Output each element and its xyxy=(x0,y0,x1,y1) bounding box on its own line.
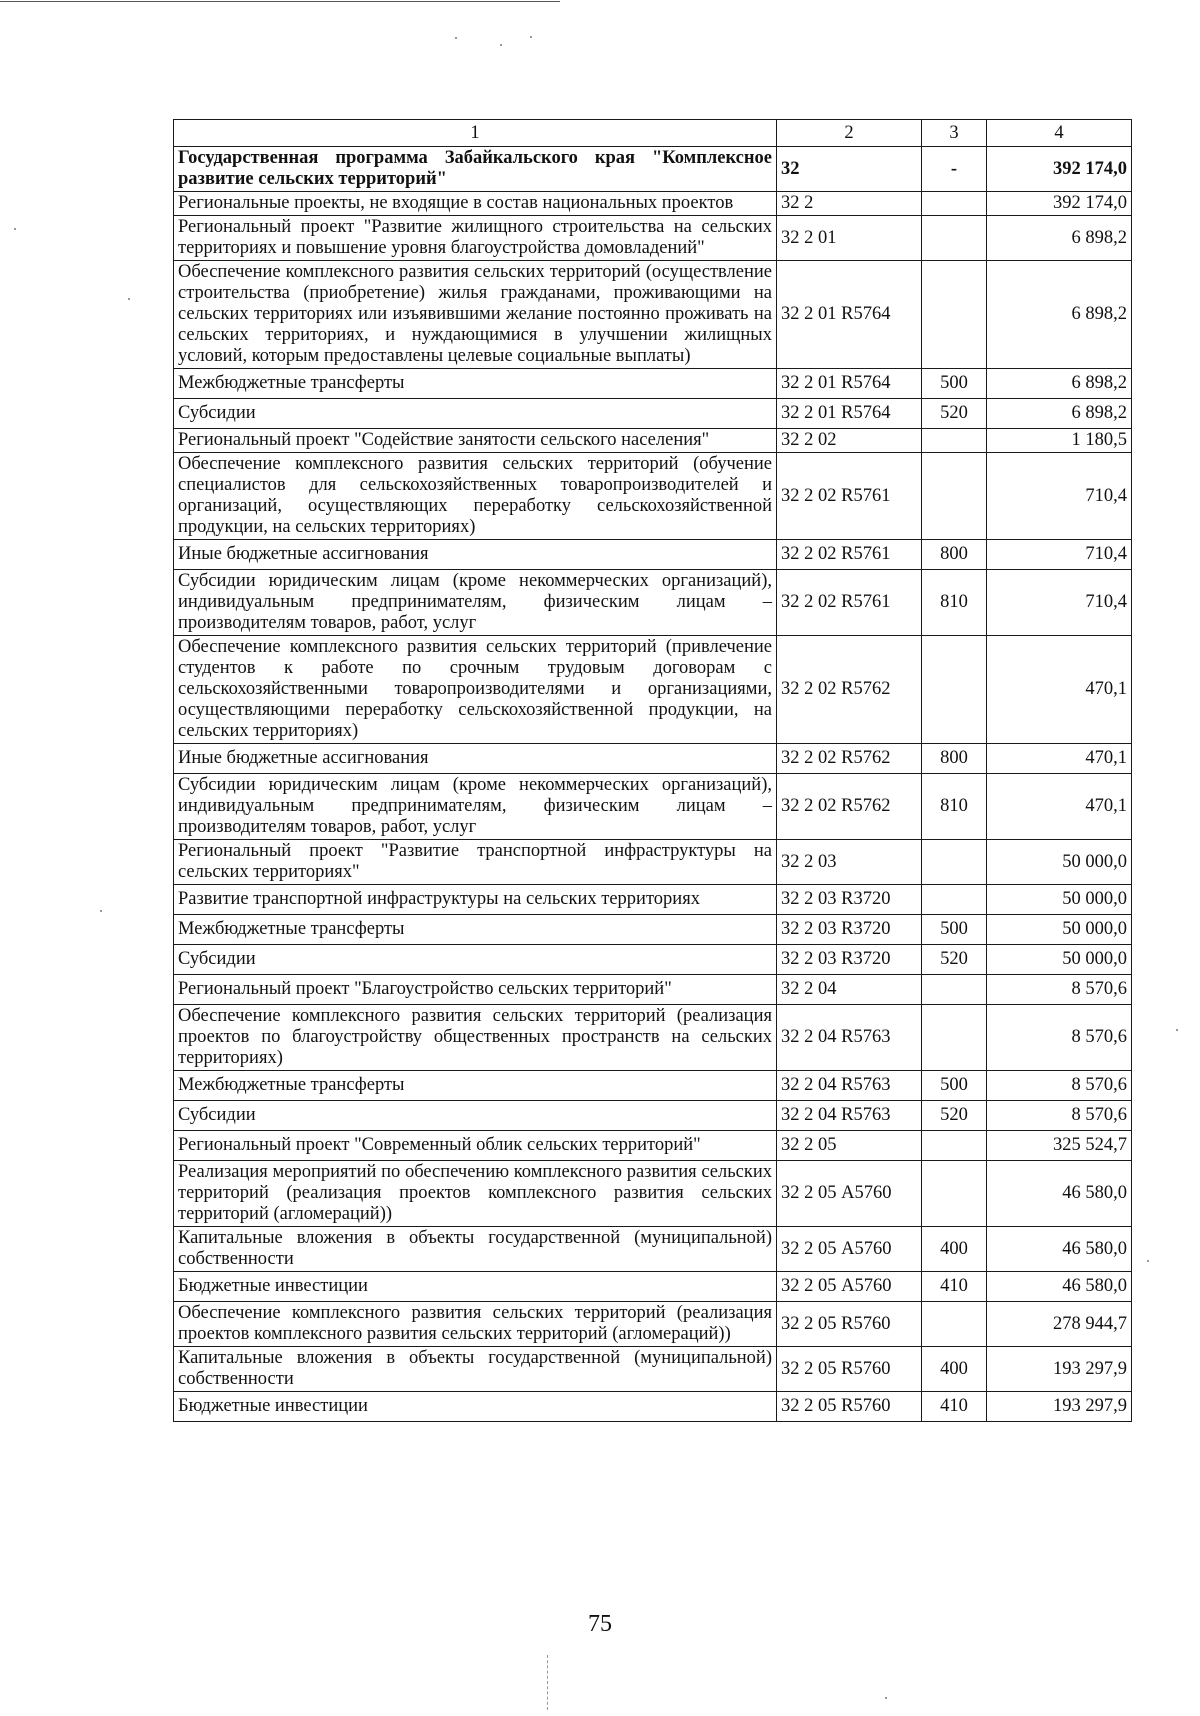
row-amount-cell: 193 297,9 xyxy=(987,1347,1132,1392)
row-name-cell: Межбюджетные трансферты xyxy=(174,915,777,945)
header-col-4: 4 xyxy=(987,120,1132,147)
table-row xyxy=(174,1005,1132,1071)
page-number: 75 xyxy=(588,1611,612,1637)
scan-speck xyxy=(885,1697,887,1699)
row-code-cell: 32 2 02 R5761 xyxy=(777,540,922,570)
row-name-cell: Бюджетные инвестиции xyxy=(174,1272,777,1302)
header-col-1: 1 xyxy=(174,120,777,147)
row-amount-cell: 8 570,6 xyxy=(987,975,1132,1005)
row-code-cell: 32 2 04 R5763 xyxy=(777,1005,922,1071)
row-amount-cell: 8 570,6 xyxy=(987,1005,1132,1071)
row-expense-type-cell: 400 xyxy=(922,1347,987,1392)
row-expense-type-cell xyxy=(922,1005,987,1071)
table-row xyxy=(174,975,1132,1005)
row-amount-cell: 50 000,0 xyxy=(987,915,1132,945)
scan-speck xyxy=(1176,1029,1178,1031)
table-row xyxy=(174,744,1132,774)
row-amount-cell: 50 000,0 xyxy=(987,840,1132,885)
row-code-cell: 32 2 03 R3720 xyxy=(777,945,922,975)
row-name-cell: Обеспечение комплексного развития сельских территорий (осуществление строительства (приобретение) жилья гражданами, проживающими на сельских территориях или изъявившими желание постоянно проживать на сельских территориях, и нуждающимися в улучшении жилищных условий, которым предоставлены целевые социальные выплаты) xyxy=(174,261,777,369)
row-amount-cell: 710,4 xyxy=(987,453,1132,540)
table-row xyxy=(174,1131,1132,1161)
table-body xyxy=(174,147,1132,1422)
row-amount-cell: 6 898,2 xyxy=(987,261,1132,369)
row-name-cell: Субсидии юридическим лицам (кроме некоммерческих организаций), индивидуальным предпринимателям, физическим лицам – производителям товаров, работ, услуг xyxy=(174,570,777,636)
row-code-cell: 32 2 05 R5760 xyxy=(777,1347,922,1392)
table-row xyxy=(174,840,1132,885)
table-row xyxy=(174,192,1132,216)
row-name-cell: Развитие транспортной инфраструктуры на сельских территориях xyxy=(174,885,777,915)
row-expense-type-cell xyxy=(922,216,987,261)
row-expense-type-cell xyxy=(922,429,987,453)
row-name-cell: Региональные проекты, не входящие в состав национальных проектов xyxy=(174,192,777,216)
row-code-cell: 32 2 03 R3720 xyxy=(777,915,922,945)
row-expense-type-cell: 500 xyxy=(922,1071,987,1101)
row-code-cell: 32 2 02 R5761 xyxy=(777,570,922,636)
row-amount-cell: 46 580,0 xyxy=(987,1272,1132,1302)
table-row xyxy=(174,1302,1132,1347)
row-expense-type-cell: 410 xyxy=(922,1392,987,1422)
scan-speck xyxy=(128,298,130,300)
row-name-cell: Обеспечение комплексного развития сельских территорий (реализация проектов по благоустройству общественных пространств на сельских территориях) xyxy=(174,1005,777,1071)
table-row xyxy=(174,540,1132,570)
row-expense-type-cell: 800 xyxy=(922,744,987,774)
row-name-cell: Субсидии xyxy=(174,399,777,429)
row-code-cell: 32 2 04 R5763 xyxy=(777,1101,922,1131)
row-name-cell: Региональный проект "Развитие транспортной инфраструктуры на сельских территориях" xyxy=(174,840,777,885)
row-expense-type-cell: 410 xyxy=(922,1272,987,1302)
row-expense-type-cell: 520 xyxy=(922,399,987,429)
table-header-row xyxy=(174,120,1132,147)
row-code-cell: 32 2 05 R5760 xyxy=(777,1302,922,1347)
row-name-cell: Иные бюджетные ассигнования xyxy=(174,744,777,774)
table-row xyxy=(174,1227,1132,1272)
row-expense-type-cell xyxy=(922,1161,987,1227)
table-row xyxy=(174,774,1132,840)
row-code-cell: 32 2 05 R5760 xyxy=(777,1392,922,1422)
row-name-cell: Иные бюджетные ассигнования xyxy=(174,540,777,570)
row-amount-cell: 6 898,2 xyxy=(987,216,1132,261)
row-code-cell: 32 2 01 R5764 xyxy=(777,261,922,369)
table-row xyxy=(174,1101,1132,1131)
table-row xyxy=(174,399,1132,429)
table-row xyxy=(174,429,1132,453)
scan-fold-mark xyxy=(547,1655,548,1710)
table-row xyxy=(174,1392,1132,1422)
row-expense-type-cell: - xyxy=(922,147,987,192)
row-expense-type-cell xyxy=(922,885,987,915)
row-code-cell: 32 2 05 xyxy=(777,1131,922,1161)
row-expense-type-cell xyxy=(922,1302,987,1347)
row-name-cell: Региональный проект "Развитие жилищного строительства на сельских территориях и повышение уровня благоустройства домовладений" xyxy=(174,216,777,261)
row-amount-cell: 470,1 xyxy=(987,636,1132,744)
row-amount-cell: 710,4 xyxy=(987,570,1132,636)
row-code-cell: 32 2 05 А5760 xyxy=(777,1272,922,1302)
row-name-cell: Обеспечение комплексного развития сельских территорий (обучение специалистов для сельскохозяйственных товаропроизводителей и организаций, осуществляющих переработку сельскохозяйственной продукции, на сельских территориях) xyxy=(174,453,777,540)
table-row xyxy=(174,915,1132,945)
row-expense-type-cell xyxy=(922,261,987,369)
row-code-cell: 32 2 04 xyxy=(777,975,922,1005)
row-code-cell: 32 2 01 R5764 xyxy=(777,369,922,399)
row-expense-type-cell: 520 xyxy=(922,945,987,975)
row-code-cell: 32 2 02 R5762 xyxy=(777,636,922,744)
row-name-cell: Субсидии xyxy=(174,1101,777,1131)
table-row xyxy=(174,945,1132,975)
table-row xyxy=(174,453,1132,540)
table-row xyxy=(174,636,1132,744)
row-code-cell: 32 2 02 xyxy=(777,429,922,453)
table-row xyxy=(174,570,1132,636)
table-row xyxy=(174,147,1132,192)
row-amount-cell: 392 174,0 xyxy=(987,147,1132,192)
row-name-cell: Региональный проект "Благоустройство сельских территорий" xyxy=(174,975,777,1005)
scan-speck xyxy=(455,37,457,39)
row-name-cell: Межбюджетные трансферты xyxy=(174,369,777,399)
row-name-cell: Государственная программа Забайкальского края "Комплексное развитие сельских территорий" xyxy=(174,147,777,192)
row-name-cell: Реализация мероприятий по обеспечению комплексного развития сельских территорий (реализация проектов комплексного развития сельских территорий (агломераций)) xyxy=(174,1161,777,1227)
header-col-3: 3 xyxy=(922,120,987,147)
row-amount-cell: 6 898,2 xyxy=(987,399,1132,429)
table-row xyxy=(174,216,1132,261)
row-amount-cell: 50 000,0 xyxy=(987,885,1132,915)
row-name-cell: Обеспечение комплексного развития сельских территорий (привлечение студентов к работе по срочным трудовым договорам с сельскохозяйственными товаропроизводителями и организациями, осуществляющими переработку сельскохозяйственной продукции, на сельских территориях) xyxy=(174,636,777,744)
row-expense-type-cell xyxy=(922,192,987,216)
row-expense-type-cell: 810 xyxy=(922,570,987,636)
row-name-cell: Региональный проект "Современный облик сельских территорий" xyxy=(174,1131,777,1161)
row-name-cell: Капитальные вложения в объекты государственной (муниципальной) собственности xyxy=(174,1347,777,1392)
row-amount-cell: 392 174,0 xyxy=(987,192,1132,216)
table-row xyxy=(174,1071,1132,1101)
scan-speck xyxy=(530,36,532,38)
row-expense-type-cell xyxy=(922,636,987,744)
row-amount-cell: 8 570,6 xyxy=(987,1071,1132,1101)
table-row xyxy=(174,1272,1132,1302)
row-name-cell: Региональный проект "Содействие занятости сельского населения" xyxy=(174,429,777,453)
row-expense-type-cell xyxy=(922,453,987,540)
row-amount-cell: 1 180,5 xyxy=(987,429,1132,453)
row-name-cell: Межбюджетные трансферты xyxy=(174,1071,777,1101)
row-code-cell: 32 2 05 А5760 xyxy=(777,1227,922,1272)
row-code-cell: 32 2 04 R5763 xyxy=(777,1071,922,1101)
row-expense-type-cell xyxy=(922,975,987,1005)
row-code-cell: 32 2 01 xyxy=(777,216,922,261)
row-code-cell: 32 2 01 R5764 xyxy=(777,399,922,429)
row-amount-cell: 46 580,0 xyxy=(987,1161,1132,1227)
scan-edge-line xyxy=(0,1,560,2)
row-code-cell: 32 xyxy=(777,147,922,192)
scan-speck xyxy=(1147,1260,1149,1262)
row-amount-cell: 46 580,0 xyxy=(987,1227,1132,1272)
row-amount-cell: 325 524,7 xyxy=(987,1131,1132,1161)
table-row xyxy=(174,261,1132,369)
row-expense-type-cell: 520 xyxy=(922,1101,987,1131)
row-code-cell: 32 2 02 R5762 xyxy=(777,774,922,840)
row-name-cell: Субсидии юридическим лицам (кроме некоммерческих организаций), индивидуальным предпринимателям, физическим лицам – производителям товаров, работ, услуг xyxy=(174,774,777,840)
table-row xyxy=(174,885,1132,915)
row-code-cell: 32 2 03 xyxy=(777,840,922,885)
scan-speck xyxy=(500,44,502,46)
budget-table xyxy=(173,119,1132,1422)
row-expense-type-cell xyxy=(922,1131,987,1161)
row-expense-type-cell xyxy=(922,840,987,885)
table-row xyxy=(174,369,1132,399)
row-expense-type-cell: 500 xyxy=(922,915,987,945)
row-name-cell: Капитальные вложения в объекты государственной (муниципальной) собственности xyxy=(174,1227,777,1272)
row-expense-type-cell: 800 xyxy=(922,540,987,570)
row-name-cell: Обеспечение комплексного развития сельских территорий (реализация проектов комплексного развития сельских территорий (агломераций)) xyxy=(174,1302,777,1347)
row-expense-type-cell: 500 xyxy=(922,369,987,399)
header-col-2: 2 xyxy=(777,120,922,147)
row-expense-type-cell: 810 xyxy=(922,774,987,840)
row-amount-cell: 50 000,0 xyxy=(987,945,1132,975)
scan-speck xyxy=(100,910,102,912)
row-expense-type-cell: 400 xyxy=(922,1227,987,1272)
row-name-cell: Субсидии xyxy=(174,945,777,975)
row-amount-cell: 6 898,2 xyxy=(987,369,1132,399)
table-row xyxy=(174,1161,1132,1227)
row-code-cell: 32 2 02 R5761 xyxy=(777,453,922,540)
row-amount-cell: 278 944,7 xyxy=(987,1302,1132,1347)
row-amount-cell: 193 297,9 xyxy=(987,1392,1132,1422)
row-code-cell: 32 2 05 А5760 xyxy=(777,1161,922,1227)
row-amount-cell: 8 570,6 xyxy=(987,1101,1132,1131)
row-code-cell: 32 2 03 R3720 xyxy=(777,885,922,915)
row-code-cell: 32 2 xyxy=(777,192,922,216)
table-row xyxy=(174,1347,1132,1392)
row-amount-cell: 470,1 xyxy=(987,774,1132,840)
row-amount-cell: 710,4 xyxy=(987,540,1132,570)
row-amount-cell: 470,1 xyxy=(987,744,1132,774)
scan-speck xyxy=(14,228,16,230)
row-code-cell: 32 2 02 R5762 xyxy=(777,744,922,774)
row-name-cell: Бюджетные инвестиции xyxy=(174,1392,777,1422)
